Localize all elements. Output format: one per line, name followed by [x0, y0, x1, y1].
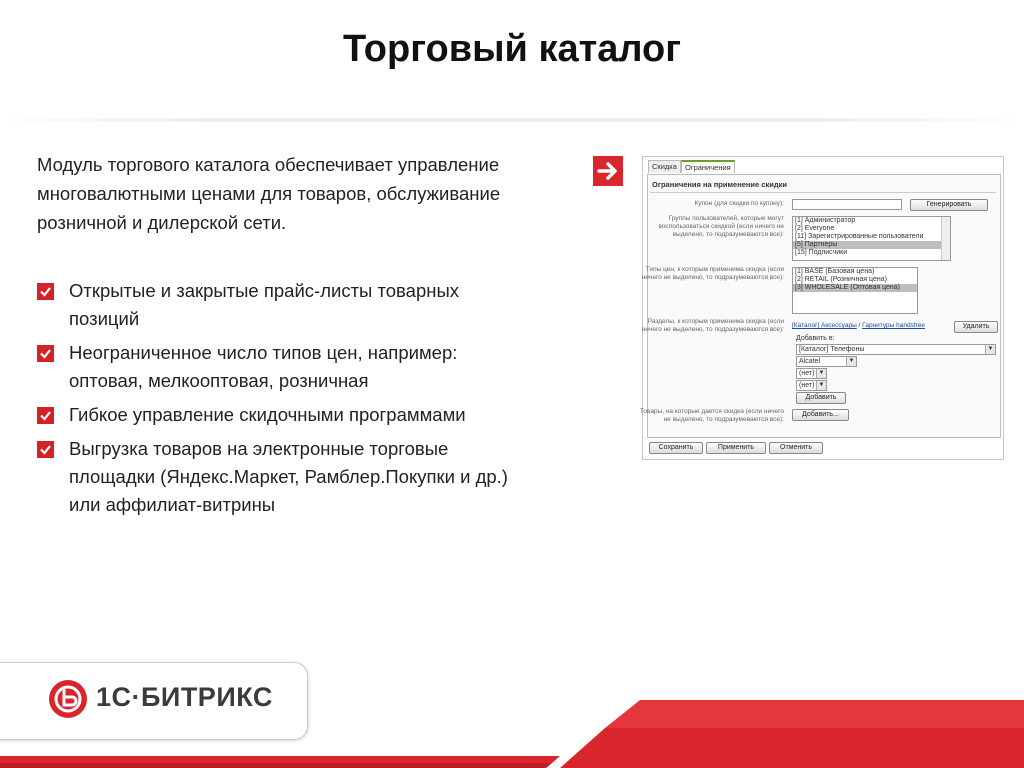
brand-logo-text: 1С·БИТРИКС: [96, 682, 273, 712]
select-value: Alcatel: [799, 358, 821, 365]
checkbox-icon: [37, 345, 54, 362]
bitrix-logo-icon: [48, 679, 88, 719]
checkbox-icon: [37, 441, 54, 458]
list-item[interactable]: [3] WHOLESALE (Оптовая цена): [793, 284, 917, 292]
subsection-select[interactable]: [796, 380, 827, 391]
add-goods-button[interactable]: Добавить...: [792, 409, 849, 421]
arrow-right-icon: [593, 156, 623, 186]
subsection-select[interactable]: [796, 368, 827, 379]
price-types-label: Типы цен, к которым применима скидка (если ничего не выделено, то подразумеваются все):: [641, 266, 784, 281]
chevron-down-icon: ▼: [846, 357, 856, 366]
coupon-input[interactable]: [792, 199, 902, 210]
list-item-text: Открытые и закрытые прайс-листы товарных позиций: [69, 280, 460, 329]
intro-text: Модуль торгового каталога обеспечивает управление многовалютными ценами для товаров, обслуживание розничной и дилерской сети.: [37, 154, 501, 233]
list-item[interactable]: [1] BASE (Базовая цена): [795, 268, 875, 275]
chevron-down-icon: ▼: [816, 369, 826, 378]
divider: [0, 118, 1024, 122]
tab-content: [639, 174, 1001, 438]
select-value: [Каталог] Телефоны: [799, 346, 865, 353]
goods-label: Товары, на которые дается скидка (если ничего не выделено, то подразумеваются все):: [639, 408, 784, 423]
delete-button[interactable]: Удалить: [954, 321, 998, 333]
chevron-down-icon: ▼: [985, 345, 995, 354]
section-title: Ограничения на применение скидки: [652, 180, 787, 189]
save-button[interactable]: Сохранить: [649, 442, 703, 454]
add-to-label: Добавить в:: [796, 335, 835, 342]
sections-label: Разделы, к которым применима скидка (если ничего не выделено, то подразумеваются все):: [641, 318, 784, 333]
checkbox-icon: [37, 283, 54, 300]
feature-list: [37, 277, 527, 525]
chevron-down-icon: ▼: [816, 381, 826, 390]
form-footer: [647, 438, 999, 456]
list-item-text: Неограниченное число типов цен, например: оптовая, мелкооптовая, розничная: [69, 342, 458, 391]
section-separator: /: [856, 322, 863, 329]
selected-sections: [792, 322, 925, 329]
catalog-select[interactable]: [796, 344, 996, 355]
list-item: [37, 435, 527, 519]
user-groups-list[interactable]: [792, 216, 951, 261]
list-item[interactable]: [5] Партнеры: [793, 241, 950, 249]
apply-button[interactable]: Применить: [706, 442, 766, 454]
divider: [650, 192, 996, 193]
tab-restrictions[interactable]: Ограничения: [681, 160, 735, 173]
select-value: (нет): [799, 382, 815, 389]
checkbox-icon: [37, 407, 54, 424]
page-title: Торговый каталог: [342, 28, 682, 70]
list-item: [37, 401, 527, 429]
section-link[interactable]: [Каталог] Аксессуары: [792, 322, 857, 329]
select-value: (нет): [799, 370, 815, 377]
list-item-text: Выгрузка товаров на электронные торговые площадки (Яндекс.Маркет, Рамблер.Покупки и др.) или аффилиат-витрины: [69, 438, 508, 515]
list-item-text: Гибкое управление скидочными программами: [69, 404, 466, 425]
add-button[interactable]: Добавить: [796, 392, 846, 404]
list-item[interactable]: [1] Администратор: [795, 217, 856, 224]
list-item[interactable]: [11] Зарегистрированные пользователи: [795, 233, 924, 240]
price-types-list[interactable]: [792, 267, 918, 314]
list-item: [37, 339, 527, 395]
section-link[interactable]: Гарнитуры handsfree: [862, 322, 926, 329]
coupon-label: Купон (для скидки по купону):: [694, 200, 784, 207]
list-item[interactable]: [2] RETAIL (Розничная цена): [795, 276, 887, 283]
brand-select[interactable]: [796, 356, 857, 367]
scrollbar[interactable]: [941, 217, 950, 260]
cancel-button[interactable]: Отменить: [769, 442, 823, 454]
discount-settings-screenshot: [639, 156, 1004, 460]
list-item: [37, 277, 527, 333]
groups-label: Группы пользователей, которые могут воспользоваться скидкой (если ничего не выделено, то подразумеваются все):: [658, 215, 784, 238]
tab-discount[interactable]: Скидка: [648, 160, 681, 173]
generate-button[interactable]: Генерировать: [910, 199, 988, 211]
list-item[interactable]: [15] Подписчики: [795, 249, 848, 256]
list-item[interactable]: [2] Everyone: [795, 225, 835, 232]
